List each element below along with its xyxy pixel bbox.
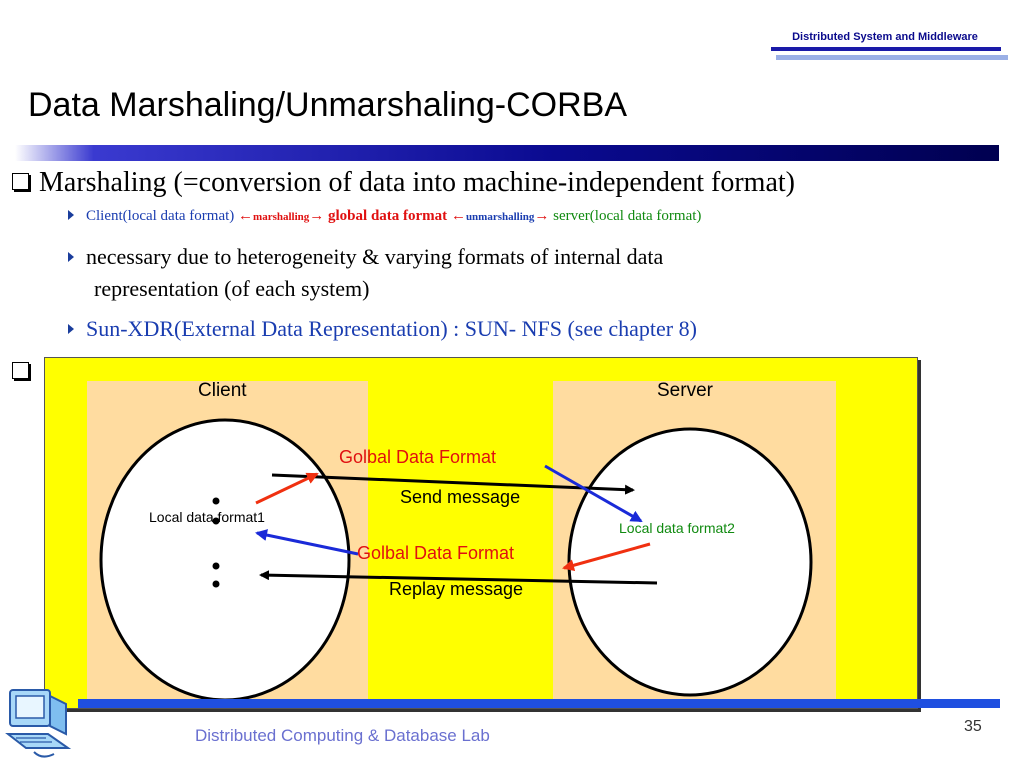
dot	[213, 563, 220, 570]
sub-bullet-3-text: Sun-XDR(External Data Representation) : SUN- NFS (see chapter 8)	[86, 316, 697, 341]
sub-bullet-2	[68, 241, 663, 305]
local-format2-label: Local data format2	[619, 520, 735, 536]
checkbox-bullet-icon	[12, 173, 29, 190]
global-format-label-top: Golbal Data Format	[339, 447, 497, 467]
dot	[213, 581, 220, 588]
arrow-right-2: →	[534, 208, 550, 224]
main-bullet	[12, 167, 795, 199]
diagram-svg	[45, 358, 917, 708]
page-number: 35	[964, 718, 982, 735]
slide-title: Data Marshaling/Unmarshaling-CORBA	[28, 86, 628, 124]
arrow-left-2: ←	[450, 208, 466, 224]
sub-bullet-2-line2: representation (of each system)	[94, 276, 370, 301]
client-ellipse	[101, 420, 349, 700]
main-bullet-text: Marshaling (=conversion of data into machine-independent format)	[39, 167, 795, 198]
global-format-text: global data format	[324, 208, 451, 224]
arrow-right: →	[309, 208, 325, 224]
unmarshalling-text: unmarshalling	[465, 211, 535, 223]
marshalling-text: marshalling	[253, 211, 310, 223]
global-format-label-bottom: Golbal Data Format	[357, 543, 515, 563]
sub-bullet-2-line1: necessary due to heterogeneity & varying formats of internal data	[86, 244, 664, 269]
computer-icon	[4, 682, 76, 762]
footer-line	[78, 699, 1000, 708]
checkbox-bullet-icon	[12, 362, 29, 379]
reply-message-label: Replay message	[389, 579, 524, 599]
footer-lab: Distributed Computing & Database Lab	[195, 726, 490, 745]
sub-bullet-3	[68, 316, 697, 342]
server-ellipse	[569, 429, 811, 695]
dot	[213, 498, 220, 505]
triangle-bullet-icon	[68, 210, 74, 220]
local-format1-label: Local data format1	[149, 509, 265, 525]
client-format-text: Client(local data format)	[86, 208, 239, 224]
send-message-label: Send message	[400, 487, 521, 507]
server-format-text: server(local data format)	[549, 208, 702, 224]
header-underline-shadow	[776, 55, 1008, 60]
header-tag: Distributed System and Middleware	[792, 31, 978, 43]
server-label: Server	[657, 380, 713, 401]
header-underline	[771, 47, 1001, 51]
arrow-left: ←	[238, 208, 254, 224]
marshaling-diagram	[44, 357, 918, 709]
triangle-bullet-icon	[68, 252, 74, 262]
sub-bullet-1	[68, 208, 701, 225]
second-bullet	[12, 365, 39, 383]
title-bar	[15, 145, 999, 161]
triangle-bullet-icon	[68, 324, 74, 334]
client-label: Client	[198, 380, 247, 401]
